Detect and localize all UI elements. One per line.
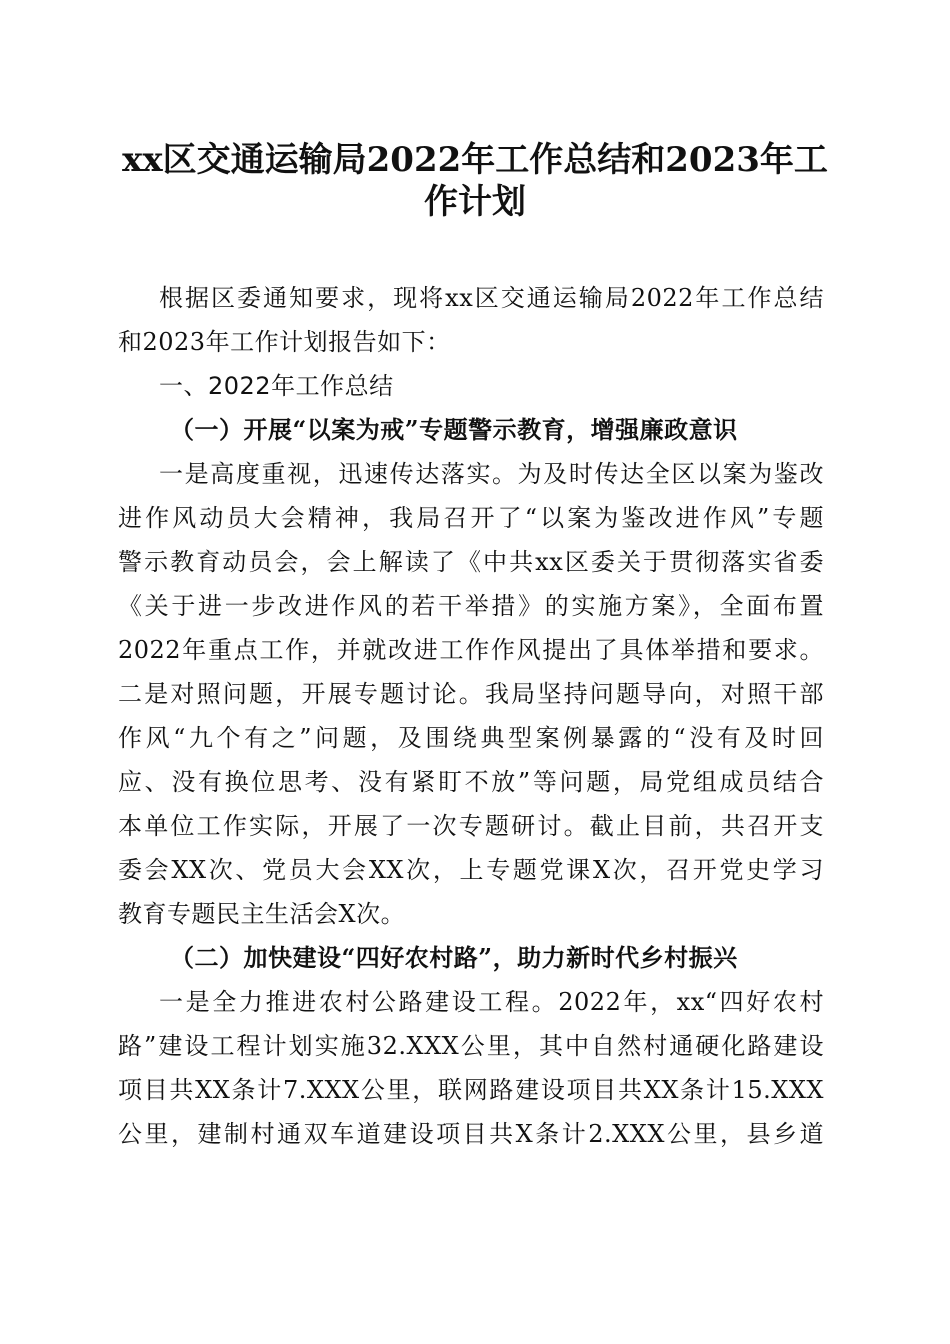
subsection-1-line-7: 作风“九个有之”问题，及围绕典型案例暴露的“没有及时回 xyxy=(118,724,824,752)
subsection-1-line-8: 应、没有换位思考、没有紧盯不放”等问题，局党组成员结合 xyxy=(118,768,824,796)
subsection-1-line-4: 《关于进一步改进作风的若干举措》的实施方案》，全面布置 xyxy=(118,592,824,620)
subsection-1-line-1: 一是高度重视，迅速传达落实。为及时传达全区以案为鉴改 xyxy=(159,460,824,488)
subsection-2-line-3: 项目共XX条计7.XXX公里，联网路建设项目共XX条计15.XXX xyxy=(118,1076,824,1104)
subsection-1-line-3: 警示教育动员会，会上解读了《中共xx区委关于贯彻落实省委 xyxy=(118,548,824,576)
subsection-2-line-4: 公里，建制村通双车道建设项目共X条计2.XXX公里，县乡道 xyxy=(118,1120,824,1148)
section-1-heading: 一、2022年工作总结 xyxy=(159,372,394,400)
subsection-1-line-10: 委会XX次、党员大会XX次，上专题党课X次，召开党史学习 xyxy=(118,856,824,884)
subsection-2-line-1: 一是全力推进农村公路建设工程。2022年，xx“四好农村 xyxy=(159,988,824,1016)
subsection-2-heading: （二）加快建设“四好农村路”，助力新时代乡村振兴 xyxy=(170,943,738,972)
subsection-1-heading: （一）开展“以案为戒”专题警示教育，增强廉政意识 xyxy=(170,415,738,444)
subsection-1-line-5: 2022年重点工作，并就改进工作作风提出了具体举措和要求。 xyxy=(118,636,824,664)
subsection-1-line-6: 二是对照问题，开展专题讨论。我局坚持问题导向，对照干部 xyxy=(118,680,824,708)
intro-line-1: 根据区委通知要求，现将xx区交通运输局2022年工作总结 xyxy=(159,284,824,312)
subsection-1-line-2: 进作风动员大会精神，我局召开了“以案为鉴改进作风”专题 xyxy=(118,504,824,532)
subsection-2-line-2: 路”建设工程计划实施32.XXX公里，其中自然村通硬化路建设 xyxy=(118,1032,824,1060)
intro-line-2: 和2023年工作计划报告如下： xyxy=(118,328,451,356)
subsection-1-line-11: 教育专题民主生活会X次。 xyxy=(118,900,406,928)
document-title-line-2: 作计划 xyxy=(424,182,526,222)
subsection-1-line-9: 本单位工作实际，开展了一次专题研讨。截止目前，共召开支 xyxy=(118,812,824,840)
document-title-line-1: xx区交通运输局2022年工作总结和2023年工 xyxy=(122,140,828,180)
